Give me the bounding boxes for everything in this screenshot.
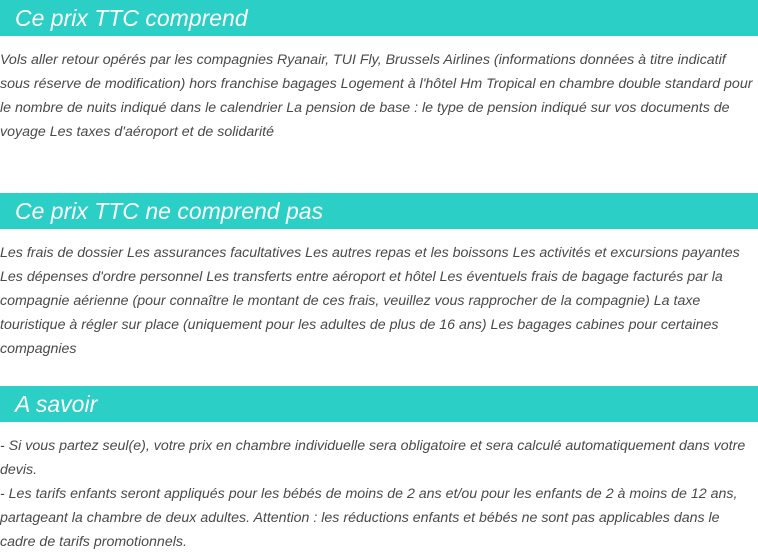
section-body-good-to-know <box>0 422 758 554</box>
section-title-good-to-know: A savoir <box>0 386 758 422</box>
paragraph: Vols aller retour opérés par les compagnies Ryanair, TUI Fly, Brussels Airlines (informations données à titre indicatif sous réserve de modification) hors franchise bagages Logement à l'hôtel Hm Tropical en chambre double standard pour le nombre de nuits indiqué dans le calendrier La pension de base : le type de pension indiqué sur vos documents de voyage Les taxes d'aéroport et de solidarité <box>0 52 753 140</box>
section-not-included <box>0 193 758 361</box>
paragraph: Les frais de dossier Les assurances facultatives Les autres repas et les boissons Les activités et excursions payantes Les dépenses d'ordre personnel Les transferts entre aéroport et hôtel Les éventuels frais de bagage facturés par la compagnie aérienne (pour connaître le montant de ces frais, veuillez vous rapprocher de la compagnie) La taxe touristique à régler sur place (uniquement pour les adultes de plus de 16 ans) Les bagages cabines pour certaines compagnies <box>0 245 740 357</box>
paragraph: - Les tarifs enfants seront appliqués pour les bébés de moins de 2 ans et/ou pour les enfants de 2 à moins de 12 ans, partageant la chambre de deux adultes. Attention : les réductions enfants et bébés ne sont pas applicables dans le cadre de tarifs promotionnels. <box>0 486 738 550</box>
section-title-not-included: Ce prix TTC ne comprend pas <box>0 193 758 229</box>
paragraph: - Si vous partez seul(e), votre prix en chambre individuelle sera obligatoire et sera calculé automatiquement dans votre devis. <box>0 438 746 478</box>
section-title-included: Ce prix TTC comprend <box>0 0 758 36</box>
section-body-not-included <box>0 229 758 361</box>
section-body-included <box>0 36 758 144</box>
section-included <box>0 0 758 144</box>
section-good-to-know <box>0 386 758 554</box>
